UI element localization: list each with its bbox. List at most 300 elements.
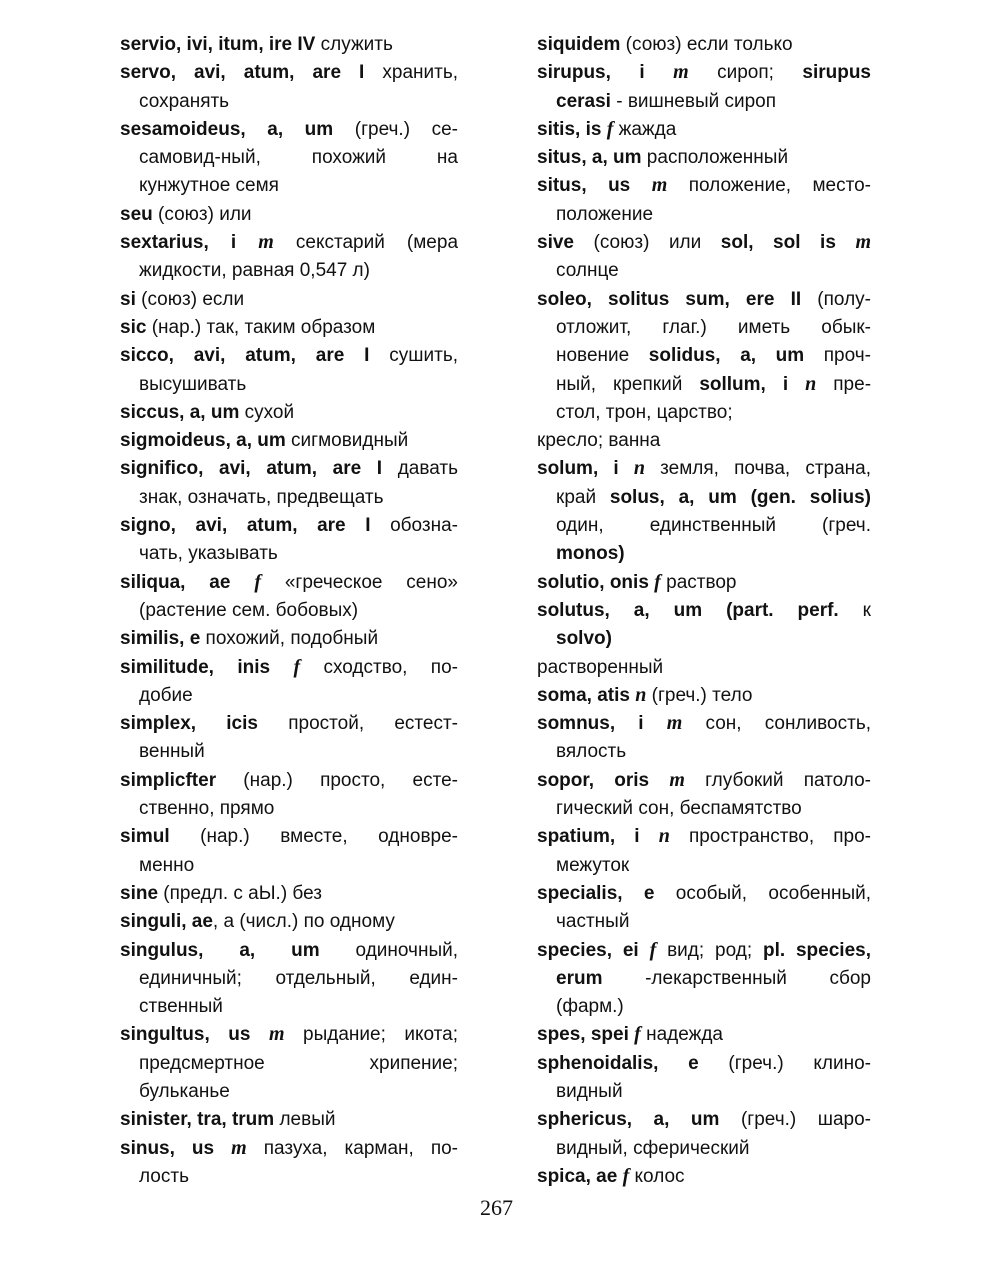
definition-text: солнце (556, 260, 619, 282)
entry-line (537, 1077, 871, 1105)
entry-line (120, 964, 458, 992)
definition-text: частный (556, 911, 630, 933)
headword-text: sol, sol is (720, 232, 836, 254)
entry-line (537, 1049, 871, 1077)
dictionary-entry (537, 454, 871, 567)
headword-text: siquidem (537, 34, 621, 55)
definition-text: (предл. с аЫ.) без (158, 882, 322, 904)
dictionary-entry (537, 1049, 871, 1106)
entry-line (120, 653, 458, 681)
entry-line (537, 907, 871, 935)
dictionary-entry (120, 454, 458, 511)
headword-text: spes, spei (537, 1024, 629, 1046)
definition-text (214, 1138, 231, 1159)
entry-line (537, 681, 871, 709)
headword-text: monos) (556, 543, 625, 565)
definition-text: один, единственный (греч. (556, 515, 871, 537)
headword-text: simplicfter (120, 769, 217, 791)
definition-text: стол, трон, царство; (556, 401, 733, 423)
definition-text (788, 374, 805, 395)
dictionary-entry (120, 653, 458, 710)
headword-text: sopor, oris (537, 769, 650, 791)
entry-line (120, 511, 458, 539)
definition-text: бульканье (139, 1080, 230, 1102)
definition-text: положение, место- (667, 175, 871, 197)
definition-text: давать (382, 458, 458, 480)
entry-line (537, 568, 871, 596)
definition-text: (греч.) тело (646, 684, 753, 706)
dictionary-entry (120, 115, 458, 200)
dictionary-entry (120, 936, 458, 1021)
gender-mark: m (268, 1023, 285, 1046)
entry-line (537, 822, 871, 850)
entry-line (537, 426, 871, 454)
headword-text: sigmoideus, a, um (120, 430, 286, 452)
dictionary-entry (120, 1105, 458, 1133)
dictionary-entry (120, 907, 458, 935)
dictionary-entry (537, 936, 871, 1021)
entry-line (120, 907, 458, 935)
entry-line (537, 936, 871, 964)
entry-line (537, 171, 871, 199)
entry-line (120, 568, 458, 596)
gender-mark: n (805, 372, 817, 395)
dictionary-entry (120, 1134, 458, 1191)
dictionary-entry (120, 341, 458, 398)
entry-line (120, 143, 458, 171)
definition-text: отложит, глаг.) иметь обык- (556, 316, 871, 338)
headword-text: singuli, ae (120, 911, 213, 933)
definition-text: ственно, прямо (139, 798, 275, 820)
entry-line (537, 737, 871, 765)
entry-line (537, 511, 871, 539)
definition-text: добие (139, 684, 193, 706)
gender-mark: m (258, 231, 274, 254)
dictionary-entry (120, 766, 458, 823)
definition-text: сон, сонливость, (682, 713, 871, 735)
definition-text: к (838, 599, 871, 621)
entry-line (537, 143, 871, 171)
headword-text: sesamoideus, a, um (120, 118, 334, 140)
dictionary-entry (120, 426, 458, 454)
dictionary-entry (120, 822, 458, 879)
definition-text: (растение сем. бобовых) (139, 599, 359, 621)
headword-text: singultus, us (120, 1024, 251, 1046)
entry-line (120, 1077, 458, 1105)
entry-line (537, 539, 871, 567)
dictionary-entry (120, 624, 458, 652)
headword-text: servio, ivi, itum, ire IV (120, 34, 316, 55)
dictionary-entry (120, 285, 458, 313)
dictionary-entry (537, 115, 871, 143)
entry-line (537, 454, 871, 482)
definition-text (836, 232, 856, 253)
entry-line (120, 256, 458, 284)
dictionary-entry (120, 58, 458, 115)
definition-text: лость (139, 1165, 189, 1187)
definition-text: - вишневый сироп (610, 90, 777, 112)
entry-line (537, 596, 871, 624)
entry-line (120, 87, 458, 115)
dictionary-entry (537, 30, 871, 58)
entry-line (537, 1134, 871, 1162)
definition-text: самовид-ный, похожий на (139, 147, 458, 169)
gender-mark: m (231, 1136, 247, 1159)
entry-line (120, 483, 458, 511)
definition-text: секстарий (мера (273, 232, 458, 254)
definition-text (619, 458, 634, 479)
definition-text: вид; род; (656, 939, 763, 961)
definition-text: видный (556, 1080, 623, 1102)
gender-mark: m (666, 712, 683, 735)
gender-mark: n (635, 683, 647, 706)
entry-line (120, 596, 458, 624)
definition-text (250, 1024, 269, 1045)
entry-line (120, 30, 458, 58)
dictionary-entry (537, 1105, 871, 1162)
entry-line (537, 228, 871, 256)
entry-line (120, 228, 458, 256)
headword-text: signo, avi, atum, are I (120, 515, 371, 537)
headword-text: siccus, a, um (120, 401, 240, 423)
dictionary-entry (120, 568, 458, 625)
definition-text: единичный; отдельный, един- (139, 967, 458, 989)
entry-line (537, 964, 871, 992)
entry-line (537, 1162, 871, 1190)
entry-line (120, 115, 458, 143)
headword-text: sicco, avi, atum, are I (120, 345, 370, 367)
definition-text: (союз) если только (620, 34, 793, 55)
headword-text: solidus, a, um (648, 345, 805, 367)
definition-text: жажда (613, 118, 677, 140)
definition-text: (нар.) просто, есте- (216, 769, 458, 791)
definition-text: (полу- (801, 288, 871, 310)
definition-text (270, 657, 293, 678)
entry-line (537, 115, 871, 143)
entry-line (120, 737, 458, 765)
dictionary-entry (120, 879, 458, 907)
definition-text: жидкости, равная 0,547 л) (139, 260, 370, 282)
gender-mark: f (606, 117, 614, 140)
dictionary-entry (537, 426, 871, 454)
dictionary-entry (120, 228, 458, 285)
headword-text: species, ei (537, 939, 639, 961)
definition-text: надежда (640, 1024, 723, 1046)
definition-text: (греч.) се- (333, 118, 458, 140)
headword-text: sive (537, 232, 574, 254)
entry-line (120, 709, 458, 737)
headword-text: soleo, solitus sum, ere II (537, 288, 802, 310)
dictionary-entry (120, 1020, 458, 1105)
entry-line (537, 624, 871, 652)
gender-mark: m (673, 61, 689, 84)
gender-mark: f (293, 655, 301, 678)
dictionary-entry (537, 58, 871, 115)
definition-text: земля, почва, страна, (644, 458, 871, 480)
headword-text: solus, a, um (gen. solius) (609, 486, 871, 508)
headword-text: sphericus, a, um (537, 1109, 720, 1131)
definition-text: кунжутное семя (139, 175, 279, 197)
headword-text: sic (120, 316, 147, 338)
entry-line (120, 794, 458, 822)
entry-line (537, 87, 871, 115)
entry-line (120, 624, 458, 652)
definition-text: глубокий патоло- (684, 769, 871, 791)
headword-text: situs, us (537, 175, 631, 197)
definition-text: проч- (804, 345, 871, 367)
definition-text: (нар.) вместе, одновре- (169, 826, 458, 848)
definition-text: вялость (556, 741, 627, 763)
definition-text: левый (274, 1109, 336, 1131)
headword-text: si (120, 288, 136, 310)
definition-text: колос (629, 1165, 685, 1187)
definition-text: чать, указывать (139, 543, 278, 565)
definition-text: положение (556, 203, 654, 225)
entry-line (537, 794, 871, 822)
dictionary-entry (537, 879, 871, 936)
definition-text: кресло; ванна (537, 430, 661, 452)
entry-line (120, 1020, 458, 1048)
dictionary-entry (537, 285, 871, 426)
definition-text: межуток (556, 854, 630, 876)
entry-line (120, 766, 458, 794)
gender-mark: f (622, 1164, 630, 1187)
headword-text: sinister, tra, trum (120, 1109, 275, 1131)
entry-line (120, 398, 458, 426)
headword-text: spica, ae (537, 1165, 618, 1187)
dictionary-entry (120, 313, 458, 341)
dictionary-entry (537, 1020, 871, 1048)
headword-text: sinus, us (120, 1137, 215, 1159)
definition-text: пространство, про- (669, 826, 871, 848)
definition-text: пазуха, карман, по- (246, 1137, 458, 1159)
entry-line (537, 256, 871, 284)
definition-text: сироп; (688, 62, 803, 84)
definition-text: сохранять (139, 90, 230, 112)
entry-line (120, 1105, 458, 1133)
headword-text: sirupus (802, 62, 871, 84)
dictionary-entry (120, 398, 458, 426)
entry-line (537, 1105, 871, 1133)
entry-line (537, 58, 871, 86)
gender-mark: m (855, 231, 871, 254)
definition-text: предсмертное хрипение; (139, 1052, 458, 1074)
headword-text: sextarius, i (120, 232, 237, 254)
entry-line (537, 341, 871, 369)
definition-text: (союз) если (135, 288, 245, 310)
entry-line (120, 1162, 458, 1190)
entry-line (537, 30, 871, 58)
dictionary-entry (537, 1162, 871, 1190)
headword-text: significo, avi, atum, are I (120, 458, 383, 480)
entry-line (537, 285, 871, 313)
definition-text: , а (числ.) по одному (212, 911, 395, 933)
entry-line (537, 766, 871, 794)
entry-line (537, 398, 871, 426)
page-number: 267 (480, 1195, 513, 1220)
entry-line (120, 851, 458, 879)
definition-text: -лекарственный сбор (602, 967, 871, 989)
headword-text: situs, a, um (537, 147, 642, 169)
definition-text: похожий, подобный (200, 628, 379, 650)
entry-line (120, 822, 458, 850)
entry-line (120, 879, 458, 907)
entry-line (537, 1020, 871, 1048)
dictionary-entry (537, 681, 871, 709)
headword-text: sphenoidalis, e (537, 1052, 699, 1074)
dictionary-entry (537, 568, 871, 596)
definition-text: сушить, (369, 345, 458, 367)
entry-line (120, 681, 458, 709)
entry-line (537, 200, 871, 228)
entry-line (537, 483, 871, 511)
headword-text: servo, avi, atum, are I (120, 62, 365, 84)
headword-text: soma, atis (537, 684, 630, 706)
headword-text: siliqua, ae (120, 571, 231, 593)
definition-text (640, 826, 659, 847)
headword-text: sitis, is (537, 118, 602, 140)
definition-text (644, 713, 667, 734)
headword-text: sirupus, i (537, 62, 645, 84)
definition-text: венный (139, 741, 205, 763)
definition-text: служить (315, 34, 393, 55)
definition-text: пре- (816, 373, 871, 395)
headword-text: erum (556, 967, 603, 989)
headword-text: specialis, e (537, 882, 655, 904)
definition-text: ный, крепкий (556, 373, 700, 395)
dictionary-entry (537, 709, 871, 766)
definition-text (230, 572, 254, 593)
dictionary-entry (120, 709, 458, 766)
entry-line (120, 200, 458, 228)
definition-text: растворенный (537, 656, 664, 678)
definition-text: (греч.) шаро- (719, 1109, 871, 1131)
headword-text: solum, i (537, 458, 619, 480)
gender-mark: m (651, 174, 668, 197)
entry-line (120, 992, 458, 1020)
headword-text: similis, e (120, 628, 201, 650)
definition-text: сигмовидный (285, 430, 409, 452)
gender-mark: f (649, 938, 657, 961)
dictionary-entry (120, 200, 458, 228)
gender-mark: n (633, 457, 645, 480)
definition-text: ственный (139, 996, 223, 1018)
gender-mark: f (634, 1023, 641, 1046)
definition-text (649, 770, 669, 791)
headword-text: singulus, a, um (120, 939, 320, 961)
gender-mark: f (254, 570, 261, 593)
definition-text: рыдание; икота; (284, 1024, 458, 1046)
definition-text: одиночный, (319, 939, 458, 961)
dictionary-entry (537, 228, 871, 285)
entry-line (120, 539, 458, 567)
gender-mark: f (654, 570, 661, 593)
entry-line (120, 58, 458, 86)
dictionary-entry (537, 766, 871, 823)
definition-text: особый, особенный, (654, 882, 871, 904)
definition-text: (греч.) клино- (698, 1052, 871, 1074)
right-column (537, 30, 871, 1190)
definition-text: новение (556, 345, 649, 367)
definition-text (645, 62, 673, 83)
entry-line (537, 313, 871, 341)
definition-text: обозна- (370, 515, 458, 537)
dictionary-entry (537, 653, 871, 681)
dictionary-entry (537, 171, 871, 228)
dictionary-entry (537, 143, 871, 171)
definition-text: раствор (660, 571, 737, 593)
dictionary-entry (537, 822, 871, 879)
entry-line (120, 936, 458, 964)
entry-line (537, 370, 871, 398)
definition-text: хранить, (364, 62, 458, 84)
definition-text: край (556, 486, 610, 508)
definition-text: (союз) или (573, 232, 721, 254)
entry-line (120, 1134, 458, 1162)
left-column (120, 30, 458, 1190)
headword-text: solvo) (556, 628, 612, 650)
headword-text: sine (120, 882, 159, 904)
headword-text: similitude, inis (120, 656, 271, 678)
definition-text: сходство, по- (300, 656, 458, 678)
dictionary-entry (120, 511, 458, 568)
definition-text: (фарм.) (556, 996, 624, 1018)
definition-text: гический сон, беспамятство (556, 798, 802, 820)
definition-text (639, 940, 650, 961)
gender-mark: m (669, 768, 685, 791)
entry-line (120, 285, 458, 313)
entry-line (120, 454, 458, 482)
definition-text: (нар.) так, таким образом (146, 316, 376, 338)
headword-text: solutus, a, um (part. perf. (537, 599, 839, 621)
headword-text: somnus, i (537, 713, 644, 735)
entry-line (120, 1049, 458, 1077)
definition-text: высушивать (139, 373, 247, 395)
definition-text: простой, естест- (257, 713, 458, 735)
definition-text: сухой (239, 401, 295, 423)
definition-text: «греческое сено» (260, 571, 458, 593)
definition-text: (союз) или (152, 203, 252, 225)
dictionary-entry (537, 596, 871, 653)
headword-text: simplex, icis (120, 713, 258, 735)
headword-text: spatium, i (537, 826, 640, 848)
entry-line (537, 653, 871, 681)
definition-text (630, 175, 651, 196)
dictionary-entry (120, 30, 458, 58)
definition-text (236, 232, 258, 253)
definition-text: менно (139, 854, 195, 876)
headword-text: pl. species, (762, 939, 871, 961)
headword-text: simul (120, 826, 170, 848)
entry-line (120, 341, 458, 369)
headword-text: solutio, onis (537, 571, 649, 593)
headword-text: cerasi (556, 90, 611, 112)
entry-line (537, 992, 871, 1020)
entry-line (537, 879, 871, 907)
headword-text: sollum, i (699, 373, 789, 395)
definition-text: видный, сферический (556, 1137, 750, 1159)
definition-text: знак, означать, предвещать (139, 486, 384, 508)
definition-text: расположенный (641, 147, 789, 169)
entry-line (120, 313, 458, 341)
entry-line (120, 426, 458, 454)
entry-line (537, 709, 871, 737)
entry-line (537, 851, 871, 879)
gender-mark: n (658, 825, 670, 848)
headword-text: seu (120, 203, 153, 225)
entry-line (120, 370, 458, 398)
entry-line (120, 171, 458, 199)
